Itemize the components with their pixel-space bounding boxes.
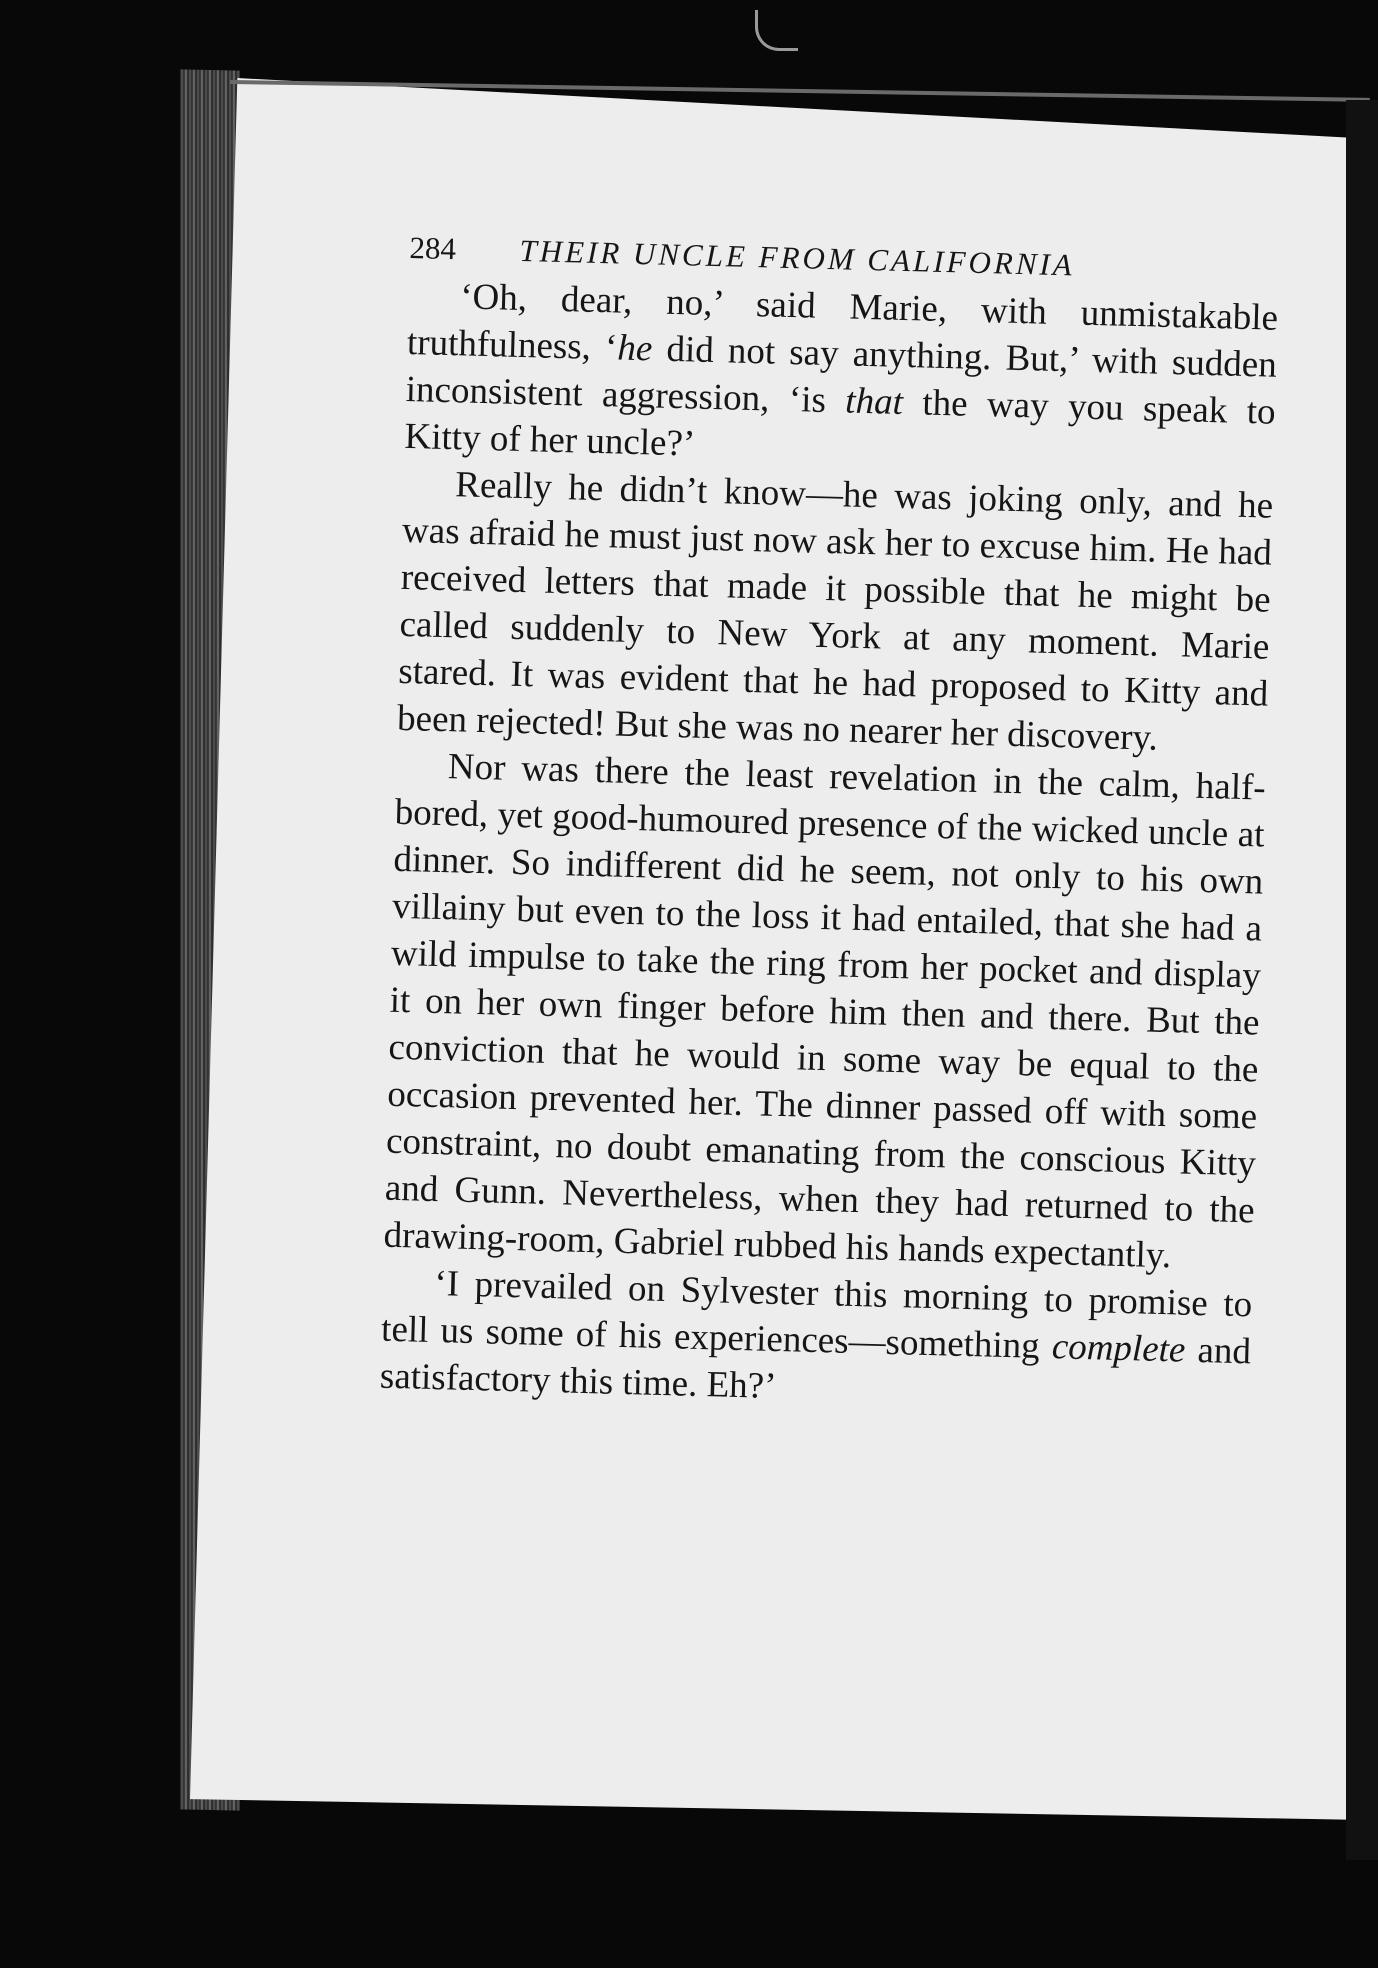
- paragraph-3: Nor was there the least revelation in the calm, half-bored, yet good-humoured presence of the wicked uncle at dinner. So indifferent did he seem, not only to his own villainy but even to the loss it had entailed, that she had a wild impulse to take the ring from her pocket and display it on her own finger before him then and there. But the conviction that he would in some way be equal to the occasion prevented her. The dinner passed off with some constraint, no doubt emanating from the conscious Kitty and Gunn. Nevertheless, when they had returned to the drawing-room, Gabriel rubbed his hands expectantly.: [383, 746, 1267, 1277]
- paragraph-1-text-e: the way you speak to Kitty of her uncle?’: [404, 381, 1277, 465]
- paragraph-4-emphasis-complete: complete: [1051, 1326, 1186, 1371]
- paragraph-4-text-c: and satisfactory this time. Eh?’: [379, 1329, 1252, 1407]
- paragraph-1-text-a: ‘Oh, dear, no,’ said Marie, with unmistakable truthfulness, ‘: [406, 276, 1279, 369]
- paragraph-1: [404, 272, 1279, 483]
- page-text: [379, 230, 1279, 1422]
- running-title: THEIR UNCLE FROM CALIFORNIA: [519, 232, 1076, 283]
- scan-mark: [755, 10, 798, 51]
- page-number: 284: [409, 230, 457, 267]
- paragraph-1-emphasis-that: that: [844, 380, 904, 423]
- gutter-shadow: [1346, 100, 1378, 1860]
- paragraph-4: [379, 1259, 1252, 1423]
- paragraph-1-text-c: did not say anything. But,’ with sudden inconsistent aggression, ‘is: [405, 328, 1278, 422]
- paragraph-2: Really he didn’t know—he was joking only, and he was afraid he must just now ask her to excuse him. He had received letters that made it possible that he might be called suddenly to New York at any moment. Marie stared. It was evident that he had proposed to Kitty and been rejected! But she was no nearer her discovery.: [396, 464, 1274, 759]
- paragraph-1-emphasis-he: he: [616, 327, 653, 370]
- paragraph-4-text-a: ‘I prevailed on Sylvester this morning to promise to tell us some of his experiences—something: [380, 1263, 1253, 1368]
